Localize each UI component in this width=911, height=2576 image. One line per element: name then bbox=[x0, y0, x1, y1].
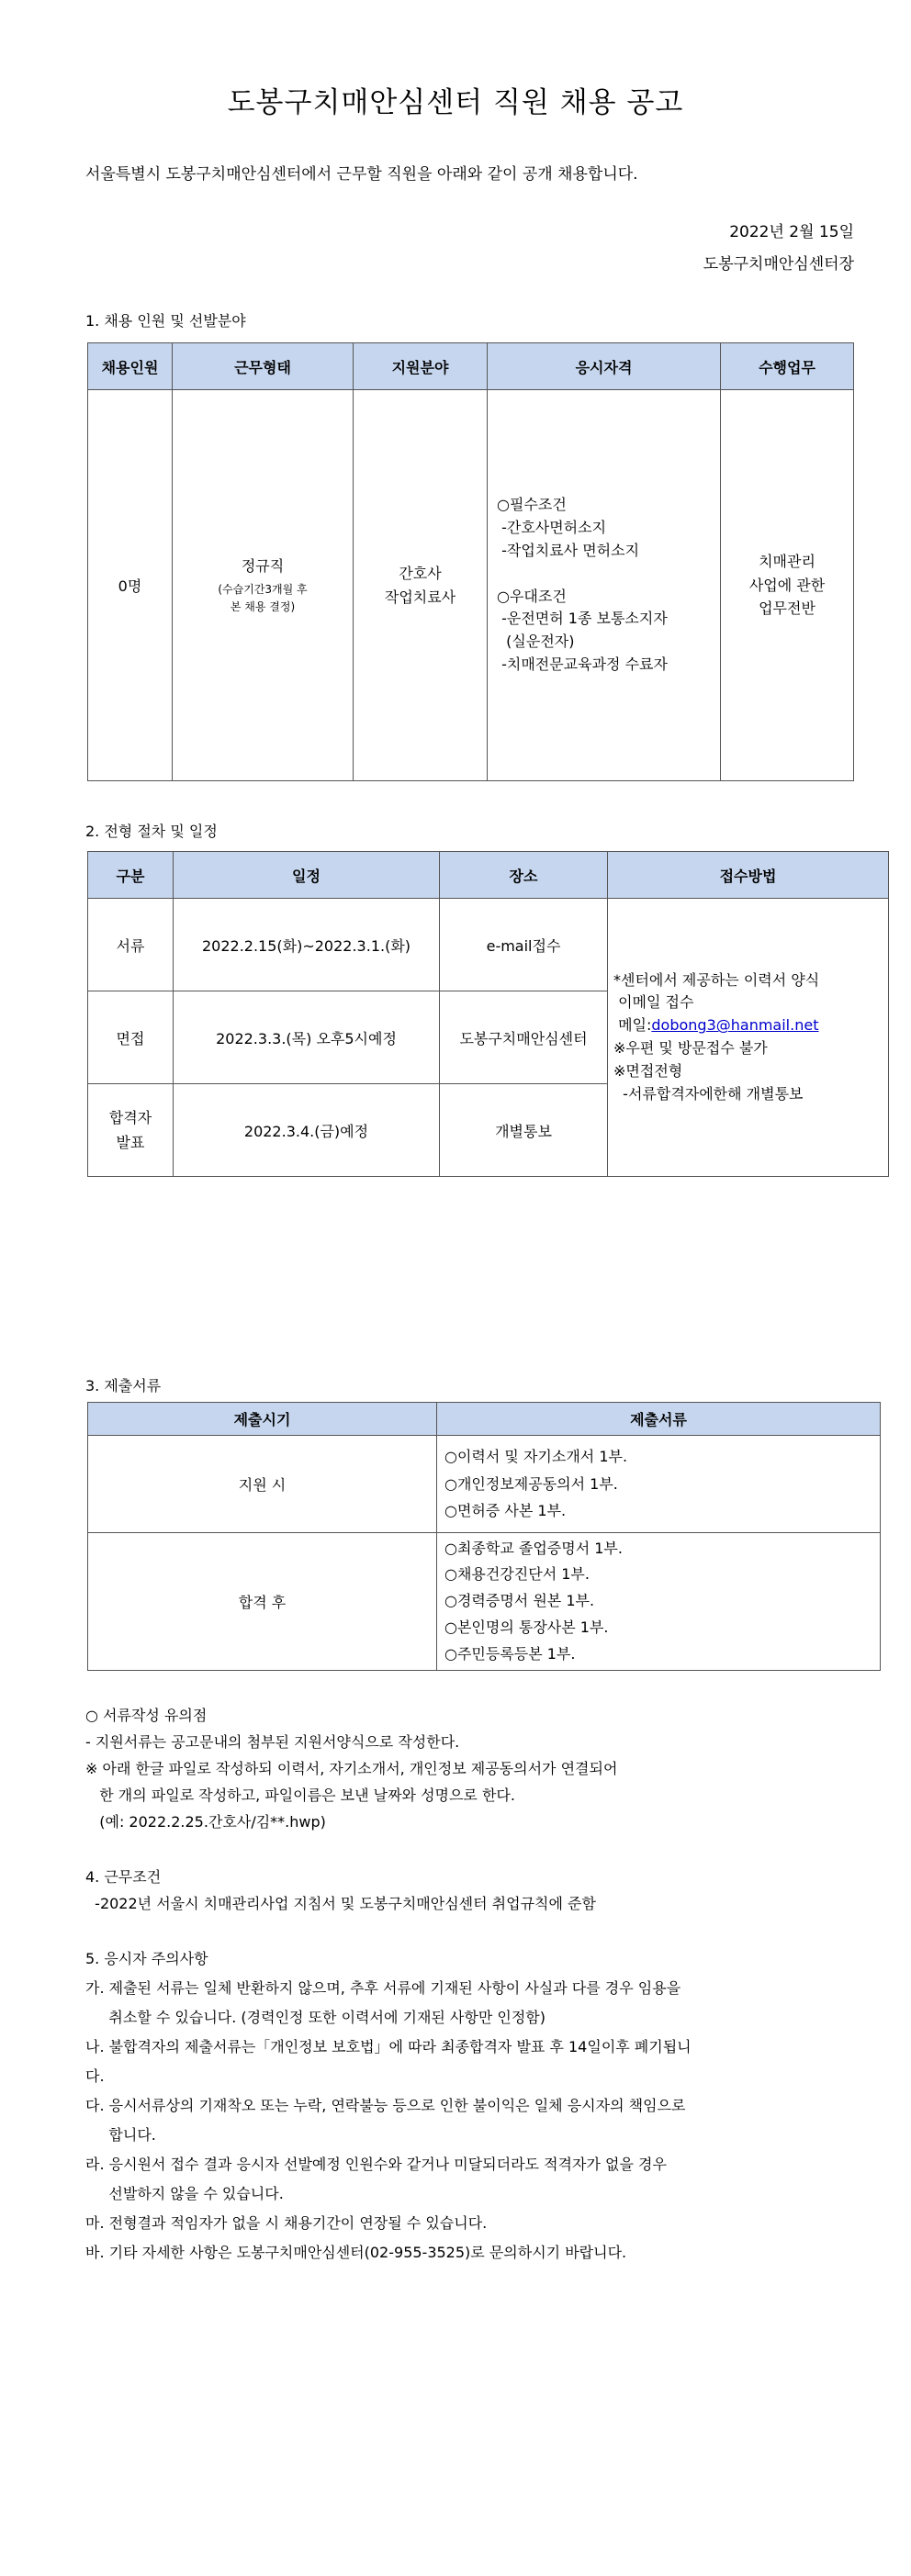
qual-line: -간호사면허소지 bbox=[497, 519, 607, 537]
apply-docs bbox=[437, 1436, 881, 1533]
page-title: 도봉구치매안심센터 직원 채용 공고 bbox=[227, 86, 684, 119]
caution-line: 다. 응시서류상의 기재착오 또는 누락, 연락불능 등으로 인한 불이익은 일체 응시자의 책임으로 bbox=[85, 2097, 686, 2114]
schedule-interview: 2022.3.3.(목) 오후5시예정 bbox=[174, 991, 440, 1084]
header-qualification: 응시자격 bbox=[488, 343, 721, 390]
header-place: 장소 bbox=[440, 852, 608, 899]
field-ot: 작업치료사 bbox=[384, 588, 456, 606]
field-nurse: 간호사 bbox=[399, 564, 442, 582]
work-type-text: 정규직 bbox=[241, 556, 285, 575]
header-submit-docs: 제출서류 bbox=[437, 1403, 881, 1436]
qual-line: -작업치료사 면허소지 bbox=[497, 541, 640, 559]
stage-announcement-line1: 합격자 bbox=[108, 1108, 152, 1126]
cell-qualification bbox=[488, 390, 721, 781]
cell-method bbox=[608, 899, 889, 1177]
header-work-type: 근무형태 bbox=[173, 343, 354, 390]
caution-line: 가. 제출된 서류는 일체 반환하지 않으며, 추후 서류에 기재된 사항이 사실과 다를 경우 임용을 bbox=[85, 1979, 681, 1997]
qual-line bbox=[497, 563, 720, 586]
caution-line: 나. 불합격자의 제출서류는「개인정보 보호법」에 따라 최종합격자 발표 후 14일이후 폐기됩니 bbox=[85, 2038, 692, 2055]
schedule-table bbox=[87, 851, 889, 1177]
section3-heading: 3. 제출서류 bbox=[85, 1377, 162, 1394]
duty-line2: 사업에 관한 bbox=[748, 576, 826, 594]
stage-interview: 면접 bbox=[88, 991, 174, 1084]
doc-item: ○경력증명서 원본 1부. bbox=[444, 1592, 595, 1610]
caution-line: 라. 응시원서 접수 결과 응시자 선발예정 인원수와 같거나 미달되더라도 적격자가 없을 경우 bbox=[85, 2156, 667, 2173]
note-line: ※ 아래 한글 파일로 작성하되 이력서, 자기소개서, 개인정보 제공동의서가 연결되어 bbox=[85, 1760, 618, 1777]
work-note-line2: 본 채용 결정) bbox=[230, 600, 296, 613]
doc-item: ○채용건강진단서 1부. bbox=[444, 1565, 590, 1584]
section4-text: -2022년 서울시 치매관리사업 지침서 및 도봉구치매안심센터 취업규칙에 준함 bbox=[85, 1895, 596, 1912]
stage-announcement-line2: 발표 bbox=[116, 1134, 145, 1151]
documents-table bbox=[87, 1402, 881, 1671]
method-line5: -서류합격자에한해 개별통보 bbox=[613, 1084, 804, 1103]
note-line: (예: 2022.2.25.간호사/김**.hwp) bbox=[85, 1813, 326, 1831]
doc-item: ○주민등록등본 1부. bbox=[444, 1644, 576, 1663]
cell-count: 0명 bbox=[88, 390, 173, 781]
doc-item: ○최종학교 졸업증명서 1부. bbox=[444, 1539, 623, 1557]
notice-issuer: 도봉구치매안심센터장 bbox=[703, 255, 854, 274]
place-interview: 도봉구치매안심센터 bbox=[440, 991, 608, 1084]
intro-text: 서울특별시 도봉구치매안심센터에서 근무할 직원을 아래와 같이 공개 채용합니다. bbox=[85, 165, 638, 184]
method-line4: ※면접전형 bbox=[613, 1061, 683, 1080]
header-submit-time: 제출시기 bbox=[88, 1403, 437, 1436]
header-duty: 수행업무 bbox=[721, 343, 854, 390]
notes-heading: ○ 서류작성 유의점 bbox=[85, 1707, 208, 1724]
pass-docs bbox=[437, 1533, 881, 1671]
section4-heading: 4. 근무조건 bbox=[85, 1868, 162, 1886]
method-line1: *센터에서 제공하는 이력서 양식 bbox=[613, 970, 820, 989]
note-line: - 지원서류는 공고문내의 첨부된 지원서양식으로 작성한다. bbox=[85, 1733, 460, 1751]
method-line3: ※우편 및 방문접수 불가 bbox=[613, 1039, 768, 1057]
doc-item: ○면허증 사본 1부. bbox=[444, 1502, 567, 1520]
caution-line: 합니다. bbox=[85, 2126, 156, 2144]
stage-announcement bbox=[88, 1084, 174, 1177]
pass-label: 합격 후 bbox=[88, 1533, 437, 1671]
schedule-announcement: 2022.3.4.(금)예정 bbox=[174, 1084, 440, 1177]
qual-line: -운전면허 1종 보통소지자 bbox=[497, 610, 668, 628]
header-field: 지원분야 bbox=[354, 343, 488, 390]
header-count: 채용인원 bbox=[88, 343, 173, 390]
method-line2: 이메일 접수 bbox=[613, 993, 694, 1012]
note-line: 한 개의 파일로 작성하고, 파일이름은 보낸 날짜와 성명으로 한다. bbox=[85, 1786, 515, 1804]
qual-line: (실운전자) bbox=[497, 633, 575, 651]
duty-line3: 업무전반 bbox=[759, 599, 815, 618]
caution-line: 선발하지 않을 수 있습니다. bbox=[85, 2185, 284, 2202]
caution-line: 마. 전형결과 적임자가 없을 시 채용기간이 연장될 수 있습니다. bbox=[85, 2214, 488, 2232]
notice-date: 2022년 2월 15일 bbox=[729, 223, 854, 241]
caution-line: 바. 기타 자세한 사항은 도봉구치매안심센터(02-955-3525)로 문의하시기 바랍니다. bbox=[85, 2244, 627, 2261]
email-link[interactable]: dobong3@hanmail.net bbox=[651, 1016, 819, 1035]
schedule-document: 2022.2.15(화)~2022.3.1.(화) bbox=[174, 899, 440, 991]
place-document: e-mail접수 bbox=[440, 899, 608, 991]
caution-line: 취소할 수 있습니다. (경력인정 또한 이력서에 기재된 사항만 인정함) bbox=[85, 2009, 546, 2026]
recruitment-table bbox=[87, 342, 854, 781]
cell-duty bbox=[721, 390, 854, 781]
qual-line: ○필수조건 bbox=[497, 496, 567, 514]
qual-line: -치매전문교육과정 수료자 bbox=[497, 655, 668, 673]
method-mail-prefix: 메일: bbox=[613, 1016, 652, 1035]
stage-document: 서류 bbox=[88, 899, 174, 991]
method-mail-line bbox=[613, 1014, 888, 1037]
cell-field bbox=[354, 390, 488, 781]
section1-heading: 1. 채용 인원 및 선발분야 bbox=[85, 312, 246, 330]
header-method: 접수방법 bbox=[608, 852, 889, 899]
place-announcement: 개별통보 bbox=[440, 1084, 608, 1177]
qual-line: ○우대조건 bbox=[497, 587, 567, 605]
header-schedule: 일정 bbox=[174, 852, 440, 899]
cell-work-type bbox=[173, 390, 354, 781]
doc-item: ○개인정보제공동의서 1부. bbox=[444, 1474, 618, 1493]
duty-line1: 치매관리 bbox=[759, 553, 815, 571]
doc-item: ○본인명의 통장사본 1부. bbox=[444, 1618, 609, 1636]
work-note-line1: (수습기간3개월 후 bbox=[218, 582, 308, 596]
section5-heading: 5. 응시자 주의사항 bbox=[85, 1950, 208, 1967]
section2-heading: 2. 전형 절차 및 일정 bbox=[85, 823, 218, 840]
header-stage: 구분 bbox=[88, 852, 174, 899]
caution-line: 다. bbox=[85, 2067, 105, 2085]
apply-label: 지원 시 bbox=[88, 1436, 437, 1533]
doc-item: ○이력서 및 자기소개서 1부. bbox=[444, 1448, 628, 1466]
